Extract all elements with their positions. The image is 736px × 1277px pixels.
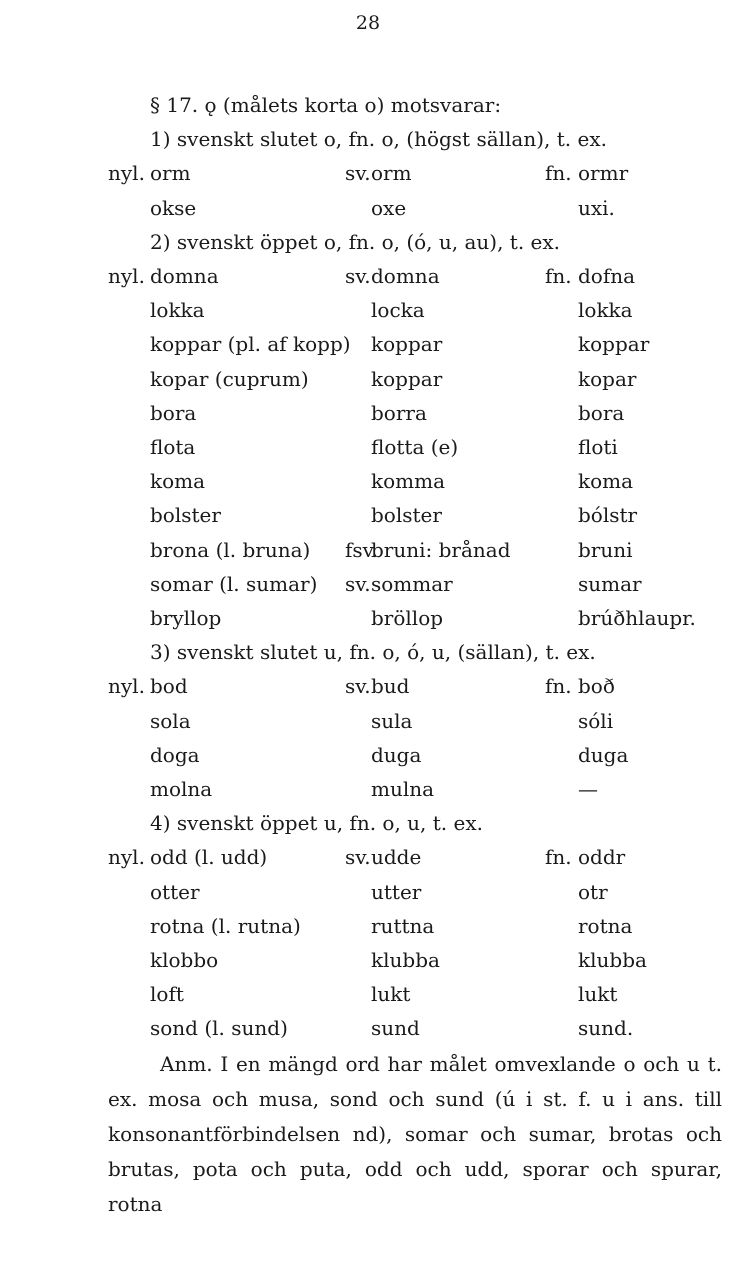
group-heading-text: 1) svenskt slutet o, fn. o, (högst sällan), t. ex.: [150, 127, 607, 152]
swedish-word: sula: [371, 708, 413, 733]
nyland-word: odd (l. udd): [150, 845, 268, 870]
swedish-word: koppar: [371, 332, 443, 357]
group-heading-text: 2) svenskt öppet o, fn. o, (ó, u, au), t. ex.: [150, 229, 561, 254]
group-heading-text: 4) svenskt öppet u, fn. o, u, t. ex.: [150, 811, 483, 836]
nyland-word: rotna (l. rutna): [150, 913, 301, 938]
swedish-word: duga: [371, 742, 422, 767]
page-number: 28: [355, 12, 381, 34]
group-heading-text: 3) svenskt slutet u, fn. o, ó, u, (sällan), t. ex.: [150, 640, 596, 665]
old-norse-word: ormr: [578, 161, 629, 186]
old-norse-word: lokka: [578, 298, 633, 323]
swedish-label: sv.: [345, 264, 371, 288]
dialect-label: nyl.: [108, 845, 145, 870]
nyland-word: bora: [150, 400, 197, 425]
old-norse-word: koma: [578, 469, 634, 494]
old-norse-label: fn.: [545, 264, 572, 288]
word-row: [0, 396, 736, 430]
old-norse-word: lukt: [578, 982, 618, 1007]
word-row: [0, 738, 736, 772]
annotation-paragraph: [108, 1047, 722, 1222]
old-norse-word: floti: [578, 435, 618, 459]
swedish-word: komma: [371, 469, 446, 494]
word-row: [0, 772, 736, 806]
section-heading: [0, 88, 736, 122]
nyland-word: molna: [150, 777, 213, 801]
word-row: [0, 362, 736, 396]
dialect-label: nyl.: [108, 264, 145, 288]
swedish-word: ruttna: [371, 913, 435, 938]
swedish-word: oxe: [371, 195, 407, 220]
old-norse-word: klubba: [578, 948, 647, 972]
nyland-word: koppar (pl. af kopp): [150, 332, 351, 357]
word-row: [0, 191, 736, 225]
word-row: [0, 327, 736, 361]
word-row: [0, 464, 736, 498]
nyland-word: koma: [150, 469, 206, 494]
nyland-word: somar (l. sumar): [150, 571, 318, 596]
swedish-word: koppar: [371, 366, 443, 391]
nyland-word: klobbo: [150, 948, 219, 972]
old-norse-label: fn.: [545, 161, 572, 186]
old-norse-word: duga: [578, 742, 629, 767]
nyland-word: lokka: [150, 298, 205, 323]
swedish-label: sv.: [345, 674, 371, 699]
swedish-word: udde: [371, 845, 422, 870]
annotation-text: Anm. I en mängd ord har målet omvexlande o och u t. ex. mosa och musa, sond och sund (ú i st. f. u i ans. till konsonantförbindelsen nd), somar och sumar, brotas och brutas, pota och puta, odd och udd, sporar och spurar, rotna: [108, 1051, 722, 1216]
old-norse-word: —: [578, 777, 598, 801]
word-row: [0, 943, 736, 977]
swedish-word: sund: [371, 1016, 420, 1041]
word-row: [0, 1011, 736, 1045]
word-row: [0, 977, 736, 1011]
word-row: [0, 567, 736, 601]
old-norse-word: sund.: [578, 1016, 634, 1041]
swedish-word: bud: [371, 674, 410, 699]
swedish-word: mulna: [371, 777, 435, 801]
swedish-label: sv.: [345, 571, 371, 596]
nyland-word: sond (l. sund): [150, 1016, 288, 1041]
old-norse-word: dofna: [578, 264, 636, 288]
swedish-word: locka: [371, 298, 425, 323]
word-row: [0, 669, 736, 703]
old-norse-word: boð: [578, 674, 615, 699]
old-norse-word: sumar: [578, 571, 642, 596]
swedish-word: borra: [371, 400, 427, 425]
nyland-word: orm: [150, 161, 191, 186]
swedish-label: sv.: [345, 161, 371, 186]
word-row: [0, 156, 736, 190]
old-norse-word: kopar: [578, 366, 637, 391]
word-row: [0, 498, 736, 532]
old-norse-word: bólstr: [578, 503, 638, 528]
nyland-word: brona (l. bruna): [150, 537, 311, 562]
swedish-label: fsv.: [345, 537, 378, 562]
group-heading: [0, 225, 736, 259]
old-norse-word: rotna: [578, 913, 633, 938]
nyland-word: doga: [150, 742, 200, 767]
old-norse-label: fn.: [545, 674, 572, 699]
word-row: [0, 259, 736, 293]
dialect-label: nyl.: [108, 161, 145, 186]
swedish-word: klubba: [371, 948, 440, 972]
swedish-word: sommar: [371, 571, 453, 596]
nyland-word: bryllop: [150, 606, 222, 630]
swedish-word: utter: [371, 879, 422, 904]
swedish-label: sv.: [345, 845, 371, 870]
swedish-word: bröllop: [371, 606, 444, 630]
group-heading: [0, 122, 736, 156]
nyland-word: kopar (cuprum): [150, 366, 309, 391]
word-row: [0, 533, 736, 567]
old-norse-word: bora: [578, 400, 625, 425]
old-norse-word: sóli: [578, 708, 614, 733]
swedish-word: domna: [371, 264, 440, 288]
section-heading-text: § 17. ǫ (målets korta o) motsvarar:: [150, 93, 502, 117]
old-norse-word: uxi.: [578, 195, 615, 220]
swedish-word: bruni: brånad: [371, 537, 511, 562]
word-row: [0, 430, 736, 464]
nyland-word: bolster: [150, 503, 221, 528]
old-norse-label: fn.: [545, 845, 572, 870]
old-norse-word: koppar: [578, 332, 650, 357]
swedish-word: bolster: [371, 503, 442, 528]
swedish-word: orm: [371, 161, 412, 186]
nyland-word: domna: [150, 264, 219, 288]
group-heading: [0, 635, 736, 669]
word-row: [0, 601, 736, 635]
old-norse-word: otr: [578, 879, 608, 904]
swedish-word: flotta (e): [371, 435, 459, 459]
nyland-word: bod: [150, 674, 188, 699]
swedish-word: lukt: [371, 982, 411, 1007]
nyland-word: flota: [150, 435, 196, 459]
word-row: [0, 704, 736, 738]
nyland-word: sola: [150, 708, 191, 733]
old-norse-word: bruni: [578, 537, 633, 562]
nyland-word: otter: [150, 879, 200, 904]
word-row: [0, 840, 736, 874]
group-heading: [0, 806, 736, 840]
word-row: [0, 293, 736, 327]
nyland-word: okse: [150, 195, 197, 220]
nyland-word: loft: [150, 982, 184, 1007]
old-norse-word: brúðhlaupr.: [578, 606, 696, 630]
dialect-label: nyl.: [108, 674, 145, 699]
old-norse-word: oddr: [578, 845, 626, 870]
word-row: [0, 875, 736, 909]
word-row: [0, 909, 736, 943]
